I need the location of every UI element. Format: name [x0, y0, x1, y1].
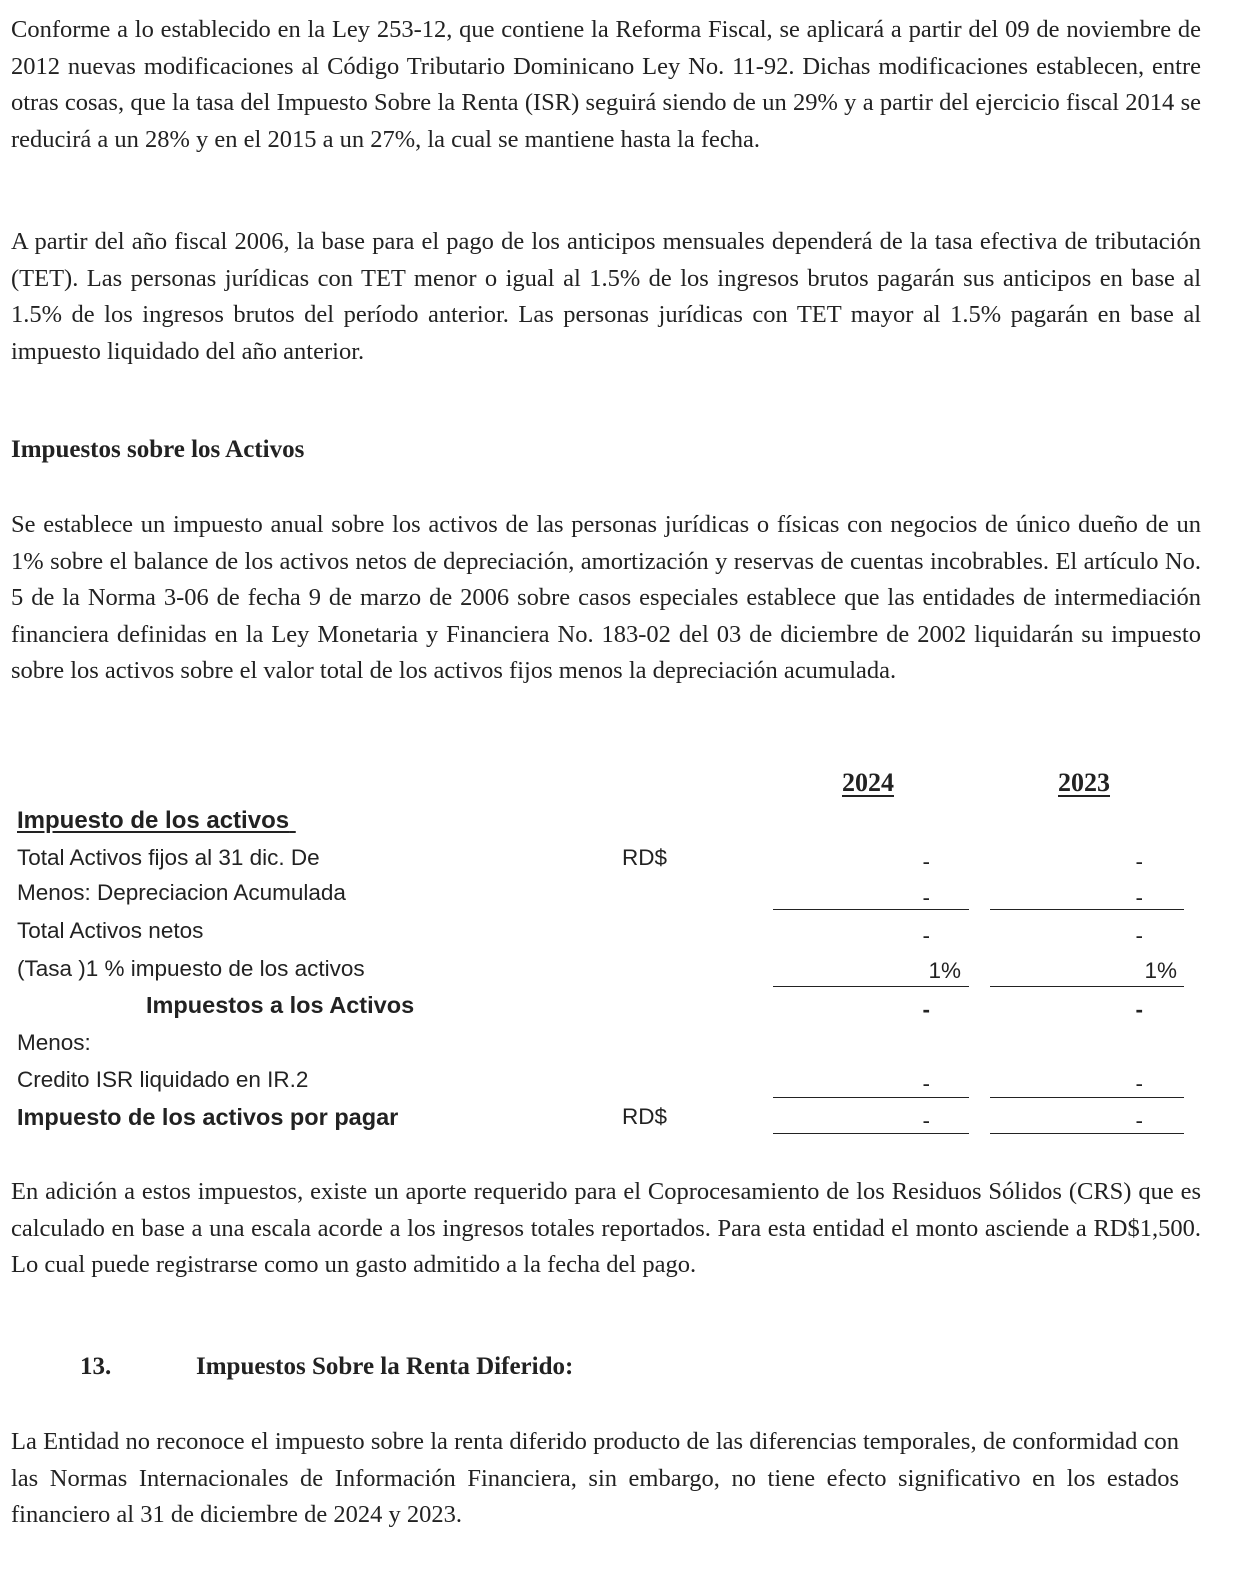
underline-2024 [773, 1097, 969, 1098]
year-header-2023: 2023 [1058, 768, 1110, 797]
underline-2024 [773, 1133, 969, 1134]
underline-2023 [990, 1133, 1184, 1134]
underline-2023 [990, 909, 1184, 910]
underline-2023 [990, 1097, 1184, 1098]
row-value-2024: - [922, 1071, 930, 1096]
row-value-2024: - [922, 849, 930, 874]
row-currency-rd: RD$ [622, 845, 668, 870]
paragraph-renta-diferido: La Entidad no reconoce el impuesto sobre la renta diferido producto de las diferencias temporales, de conformidad con las Normas Internacionales de Información Financiera, sin embargo, no tiene efecto significativo en los estados financiero al 31 de diciembre de 2024 y 2023. [11, 1428, 1179, 1529]
row-value-2023: - [1135, 923, 1143, 948]
row-value-2024: - [922, 997, 930, 1022]
table-title-text: Impuesto de los activos [17, 807, 290, 834]
row-value-2024: - [922, 923, 930, 948]
paragraph-impuesto-activos: Se establece un impuesto anual sobre los activos de las personas jurídicas o físicas con negocios de único dueño de un 1% sobre el balance de los activos netos de depreciación, amortización y reservas de cuentas incobrables. El artículo No. 5 de la Norma 3-06 de fecha 9 de marzo de 2006 sobre casos especiales establece que las entidades de intermediación financiera definidas en la Ley Monetaria y Financiera No. 183-02 del 03 de diciembre de 2002 liquidarán su impuesto sobre los activos sobre el valor total de los activos fijos menos la depreciación acumulada. [11, 511, 1201, 685]
paragraph-anticipos: A partir del año fiscal 2006, la base para el pago de los anticipos mensuales dependerá de la tasa efectiva de tributación (TET). Las personas jurídicas con TET menor o igual al 1.5% de los ingresos brutos pagarán sus anticipos en base al 1.5% de los ingresos brutos del período anterior. Las personas jurídicas con TET mayor al 1.5% pagarán en base al impuesto liquidado del año anterior. [11, 228, 1201, 365]
row-label-menos: Menos: [17, 1030, 91, 1055]
underline-2024 [773, 909, 969, 910]
paragraph-crs: En adición a estos impuestos, existe un aporte requerido para el Coprocesamiento de los Residuos Sólidos (CRS) que es calculado en base a una escala acorde a los ingresos totales reportados. Para esta entidad el monto asciende a RD$1,500. Lo cual puede registrarse como un gasto admitido a la fecha del pago. [11, 1178, 1201, 1279]
row-label-tasa: (Tasa )1 % impuesto de los activos [17, 956, 365, 981]
row-label-depreciacion: Menos: Depreciacion Acumulada [17, 880, 346, 905]
table-title [17, 807, 296, 835]
underline-2024 [773, 986, 969, 987]
row-label-impuestos-activos: Impuestos a los Activos [146, 992, 415, 1018]
row-value-2024: - [922, 1108, 930, 1133]
row-value-2024: - [922, 885, 930, 910]
paragraph-reforma-fiscal: Conforme a lo establecido en la Ley 253-12, que contiene la Reforma Fiscal, se aplicará a partir del 09 de noviembre de 2012 nuevas modificaciones al Código Tributario Dominicano Ley No. 11-92. Dichas modificaciones establecen, entre otras cosas, que la tasa del Impuesto Sobre la Renta (ISR) seguirá siendo de un 29% y a partir del ejercicio fiscal 2014 se reducirá a un 28% y en el 2015 a un 27%, la cual se mantiene hasta la fecha. [11, 16, 1201, 153]
row-value-2023: - [1135, 1108, 1143, 1133]
row-value-2023: - [1135, 885, 1143, 910]
row-value-2023: - [1135, 849, 1143, 874]
section-number: 13. [80, 1353, 112, 1380]
row-label-credito-isr: Credito ISR liquidado en IR.2 [17, 1067, 309, 1092]
row-label-total-activos-fijos: Total Activos fijos al 31 dic. De [17, 845, 320, 870]
row-value-2023: 1% [1144, 958, 1177, 983]
row-currency-rd: RD$ [622, 1104, 668, 1129]
row-value-2024: 1% [928, 958, 961, 983]
row-label-activos-netos: Total Activos netos [17, 918, 204, 943]
row-value-2023: - [1135, 1071, 1143, 1096]
year-header-2024: 2024 [842, 768, 894, 797]
row-label-por-pagar: Impuesto de los activos por pagar [17, 1104, 399, 1130]
row-value-2023: - [1135, 997, 1143, 1022]
section-title: Impuestos Sobre la Renta Diferido: [196, 1353, 574, 1380]
underline-2023 [990, 986, 1184, 987]
heading-impuestos-activos: Impuestos sobre los Activos [11, 436, 305, 463]
